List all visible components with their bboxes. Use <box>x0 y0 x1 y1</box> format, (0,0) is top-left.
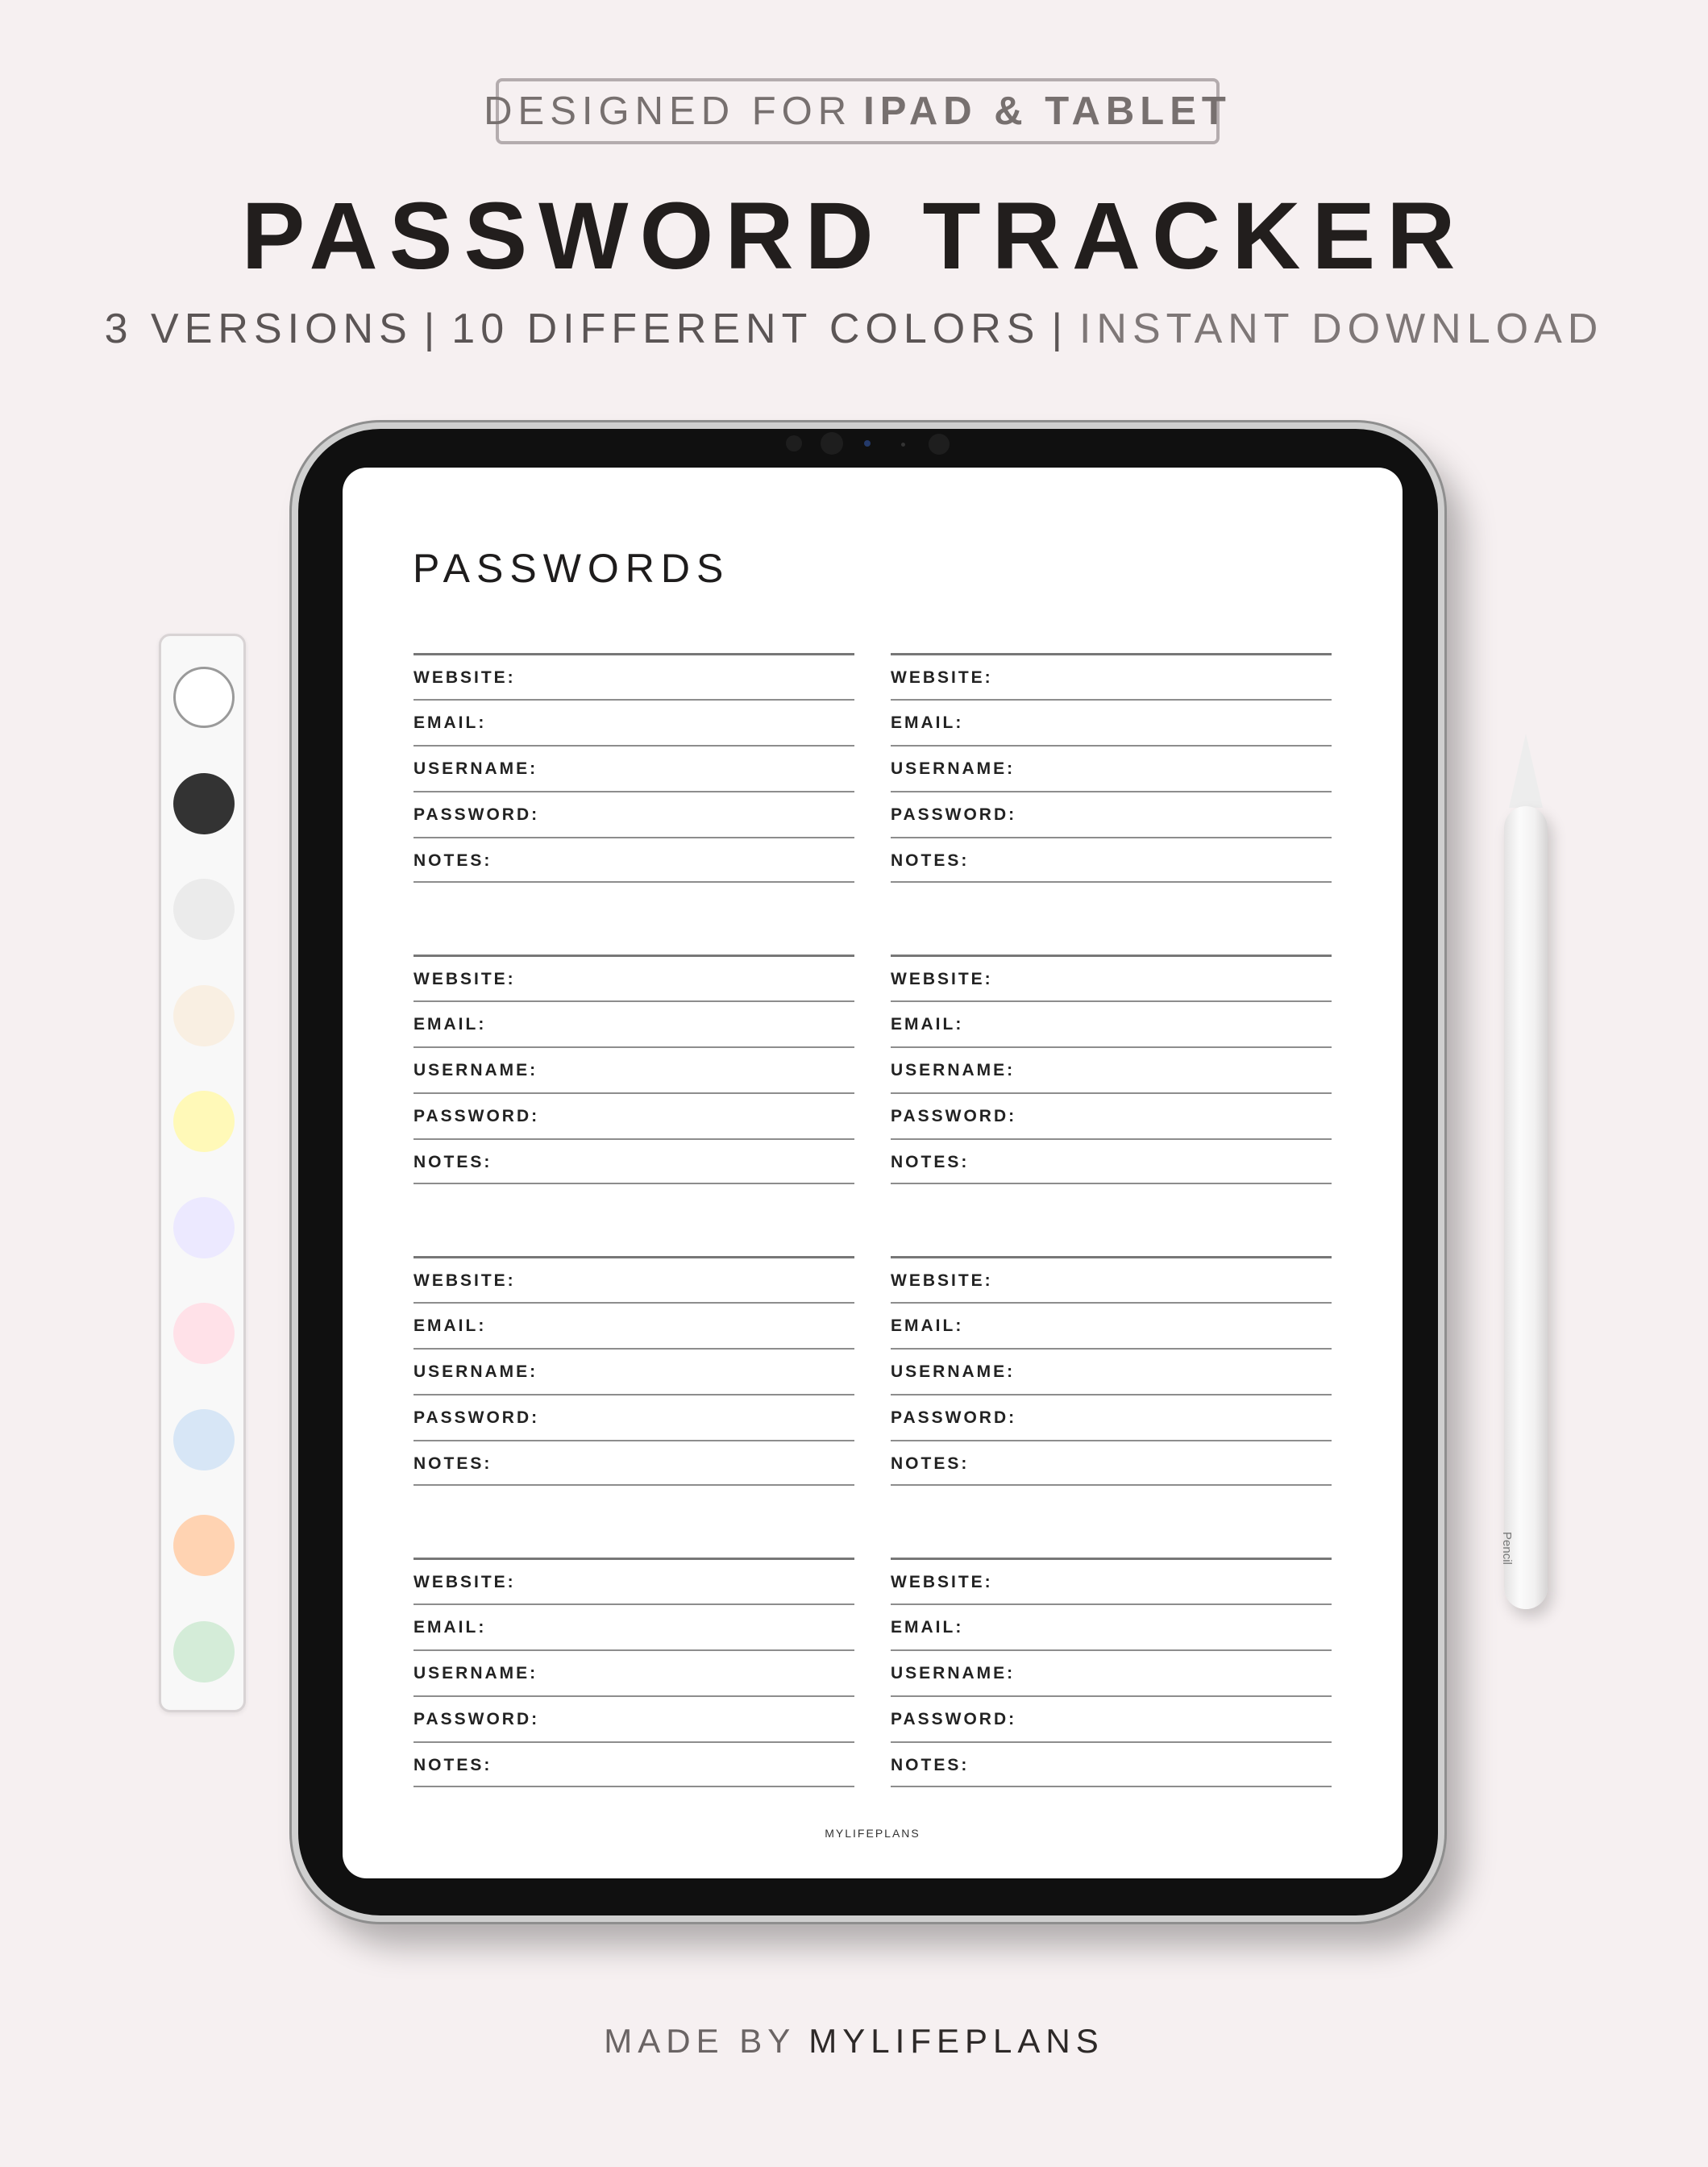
entry-field-row[interactable] <box>891 745 1332 791</box>
entry-field-row[interactable] <box>891 1138 1332 1184</box>
entry-field-row[interactable] <box>413 699 854 745</box>
entry-field-row[interactable] <box>413 1741 854 1787</box>
field-label: WEBSITE: <box>413 1573 516 1591</box>
password-entry <box>891 955 1332 1184</box>
field-label: EMAIL: <box>413 1618 487 1637</box>
camera-icon <box>786 435 802 451</box>
sensor-icon <box>901 443 905 447</box>
subtitle-versions: 3 VERSIONS <box>104 306 413 352</box>
badge-device: IPAD & TABLET <box>863 89 1232 133</box>
field-label: NOTES: <box>413 1756 492 1774</box>
password-entry <box>891 1558 1332 1787</box>
entry-field-row[interactable] <box>413 1440 854 1486</box>
entry-field-row[interactable] <box>891 1256 1332 1302</box>
entry-field-row[interactable] <box>891 1000 1332 1046</box>
entry-field-row[interactable] <box>891 1649 1332 1695</box>
entry-field-row[interactable] <box>891 1348 1332 1394</box>
entry-field-row[interactable] <box>891 1558 1332 1603</box>
subtitle-download: INSTANT DOWNLOAD <box>1078 306 1604 352</box>
field-label: EMAIL: <box>891 1618 964 1637</box>
field-label: NOTES: <box>413 1153 492 1171</box>
field-label: NOTES: <box>891 851 970 870</box>
field-label: USERNAME: <box>413 1061 538 1079</box>
subtitle-colors: 10 DIFFERENT COLORS <box>451 306 1041 352</box>
color-swatch[interactable] <box>173 985 235 1046</box>
entry-field-row[interactable] <box>413 1603 854 1649</box>
footer <box>0 2022 1708 2061</box>
password-entry <box>413 1558 854 1787</box>
stylus-pencil <box>1504 806 1548 1609</box>
field-label: USERNAME: <box>891 1362 1016 1381</box>
entry-field-row[interactable] <box>413 1046 854 1092</box>
entry-field-row[interactable] <box>891 955 1332 1000</box>
field-label: NOTES: <box>413 1454 492 1473</box>
entry-field-row[interactable] <box>891 837 1332 883</box>
color-swatch[interactable] <box>173 1621 235 1682</box>
entry-field-row[interactable] <box>413 1695 854 1741</box>
password-entry <box>413 1256 854 1486</box>
field-label: USERNAME: <box>891 1664 1016 1682</box>
password-entry <box>891 1256 1332 1486</box>
color-swatch[interactable] <box>173 667 235 728</box>
field-label: NOTES: <box>413 851 492 870</box>
entry-field-row[interactable] <box>413 1256 854 1302</box>
password-entry <box>413 955 854 1184</box>
entry-field-row[interactable] <box>891 1046 1332 1092</box>
footer-prefix: MADE BY <box>604 2022 796 2060</box>
field-label: PASSWORD: <box>891 805 1017 824</box>
color-swatch[interactable] <box>173 1197 235 1258</box>
entry-field-row[interactable] <box>413 745 854 791</box>
camera-icon <box>821 432 843 455</box>
field-label: PASSWORD: <box>891 1408 1017 1427</box>
entry-field-row[interactable] <box>413 791 854 837</box>
field-label: USERNAME: <box>891 1061 1016 1079</box>
entry-field-row[interactable] <box>413 1558 854 1603</box>
field-label: EMAIL: <box>413 713 487 732</box>
field-label: USERNAME: <box>413 759 538 778</box>
field-label: WEBSITE: <box>891 970 993 988</box>
color-swatch[interactable] <box>173 1303 235 1364</box>
password-entry <box>891 653 1332 883</box>
field-label: PASSWORD: <box>413 1107 540 1125</box>
entry-field-row[interactable] <box>891 791 1332 837</box>
entry-field-row[interactable] <box>413 1092 854 1138</box>
entry-field-row[interactable] <box>413 1000 854 1046</box>
entry-field-row[interactable] <box>891 1092 1332 1138</box>
color-swatch[interactable] <box>173 1091 235 1152</box>
field-label: PASSWORD: <box>413 805 540 824</box>
field-label: WEBSITE: <box>413 1271 516 1290</box>
color-swatch[interactable] <box>173 879 235 940</box>
badge-prefix: DESIGNED FOR <box>484 89 853 133</box>
entry-field-row[interactable] <box>891 1440 1332 1486</box>
field-label: WEBSITE: <box>413 668 516 687</box>
tablet-screen <box>343 468 1403 1878</box>
field-label: EMAIL: <box>891 1015 964 1034</box>
entry-field-row[interactable] <box>891 1695 1332 1741</box>
field-label: PASSWORD: <box>891 1107 1017 1125</box>
field-label: USERNAME: <box>413 1362 538 1381</box>
color-swatch[interactable] <box>173 1515 235 1576</box>
entry-field-row[interactable] <box>413 955 854 1000</box>
pencil-tip <box>1509 734 1543 808</box>
sensor-icon <box>864 440 871 447</box>
subtitle-separator: | <box>1051 306 1068 352</box>
field-label: PASSWORD: <box>891 1710 1017 1728</box>
color-swatch[interactable] <box>173 1409 235 1470</box>
screen-title: PASSWORDS <box>413 546 730 591</box>
entry-field-row[interactable] <box>413 1302 854 1348</box>
field-label: NOTES: <box>891 1153 970 1171</box>
entry-field-row[interactable] <box>891 1302 1332 1348</box>
entry-field-row[interactable] <box>413 837 854 883</box>
screen-brand: MYLIFEPLANS <box>825 1827 920 1840</box>
field-label: EMAIL: <box>413 1015 487 1034</box>
field-label: NOTES: <box>891 1756 970 1774</box>
field-label: EMAIL: <box>891 1316 964 1335</box>
entry-field-row[interactable] <box>891 699 1332 745</box>
field-label: WEBSITE: <box>891 1573 993 1591</box>
pencil-label: Pencil <box>1500 1532 1514 1565</box>
entry-field-row[interactable] <box>413 1138 854 1184</box>
entry-field-row[interactable] <box>891 1394 1332 1440</box>
entry-field-row[interactable] <box>413 1348 854 1394</box>
field-label: EMAIL: <box>413 1316 487 1335</box>
entry-field-row[interactable] <box>413 1649 854 1695</box>
color-palette <box>159 634 246 1712</box>
field-label: USERNAME: <box>413 1664 538 1682</box>
field-label: PASSWORD: <box>413 1408 540 1427</box>
field-label: PASSWORD: <box>413 1710 540 1728</box>
camera-icon <box>929 434 950 455</box>
field-label: WEBSITE: <box>891 668 993 687</box>
color-swatch[interactable] <box>173 773 235 834</box>
entry-field-row[interactable] <box>413 1394 854 1440</box>
subtitle-separator: | <box>423 306 441 352</box>
entry-field-row[interactable] <box>413 653 854 699</box>
field-label: WEBSITE: <box>891 1271 993 1290</box>
page-title: PASSWORD TRACKER <box>241 183 1467 289</box>
entry-field-row[interactable] <box>891 1603 1332 1649</box>
field-label: USERNAME: <box>891 759 1016 778</box>
device-badge <box>484 78 1232 144</box>
entry-field-row[interactable] <box>891 1741 1332 1787</box>
entry-field-row[interactable] <box>891 653 1332 699</box>
password-entry <box>413 653 854 883</box>
subtitle <box>0 303 1708 355</box>
field-label: NOTES: <box>891 1454 970 1473</box>
field-label: EMAIL: <box>891 713 964 732</box>
field-label: WEBSITE: <box>413 970 516 988</box>
footer-brand: MYLIFEPLANS <box>808 2022 1104 2060</box>
